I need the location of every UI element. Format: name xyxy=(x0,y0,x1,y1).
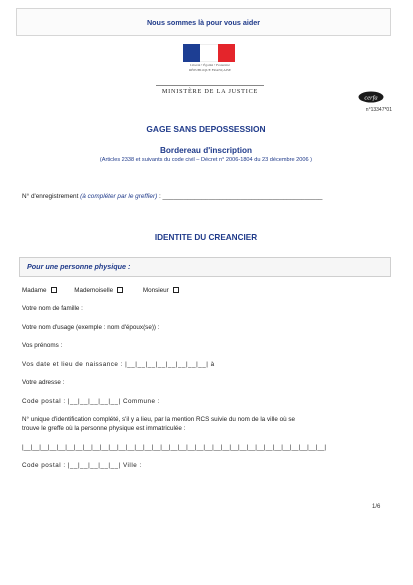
form-title: GAGE SANS DEPOSSESSION xyxy=(146,124,266,134)
physical-person-section xyxy=(19,257,391,277)
first-names-field[interactable]: Vos prénoms : xyxy=(22,342,63,349)
family-name-field[interactable]: Votre nom de famille : xyxy=(22,305,83,312)
id-number-description-2: trouve le greffe où la personne physique est immatriculée : xyxy=(22,425,186,432)
birth-date-place-field[interactable]: Vos date et lieu de naissance : |__|__|__|__|__|__|__|__| à xyxy=(22,361,215,368)
postal-commune-field[interactable]: Code postal : |__|__|__|__|__| Commune : xyxy=(22,398,160,405)
monsieur-label: Monsieur xyxy=(142,287,169,294)
logo-divider xyxy=(156,85,264,86)
legal-reference: (Articles 2338 et suivants du code civil – Décret n° 2006-1804 du 23 décembre 2006 ) xyxy=(99,157,313,163)
ministry-name: MINISTÈRE DE LA JUSTICE xyxy=(161,88,259,95)
cerfa-number: n°13347*01 xyxy=(365,107,392,113)
registration-number-field[interactable] xyxy=(22,193,388,200)
id-number-description: N° unique d'identification complété, s'il y a lieu, par la mention RCS suivie du nom de la ville où se xyxy=(22,416,296,423)
madame-checkbox[interactable] xyxy=(51,287,57,293)
id-number-boxes[interactable]: |__|__|__|__|__|__|__|__|__|__|__|__|__|__|__|__|__|__|__|__|__|__|__|__|__|__|__|__|__|__|__|__|__|__|__| xyxy=(22,444,327,451)
motto-text: Liberté • Égalité • Fraternité xyxy=(190,63,230,67)
mademoiselle-checkbox[interactable] xyxy=(117,287,123,293)
cerfa-logo-text: cerfa xyxy=(364,94,378,102)
french-flag-icon xyxy=(183,44,235,62)
registration-line: : _____________________________________________ xyxy=(157,193,323,200)
registration-label: N° d'enregistrement xyxy=(22,193,81,200)
creditor-identity-heading: IDENTITE DU CREANCIER xyxy=(154,233,258,242)
postal-city-field[interactable]: Code postal : |__|__|__|__|__| Ville : xyxy=(22,462,142,469)
ministry-logo xyxy=(150,44,270,98)
monsieur-checkbox[interactable] xyxy=(173,287,179,293)
mademoiselle-label: Mademoiselle xyxy=(74,287,114,294)
help-banner[interactable] xyxy=(16,8,391,36)
form-subtitle: Bordereau d'inscription xyxy=(159,146,253,155)
republic-text: RÉPUBLIQUE FRANÇAISE xyxy=(188,68,232,72)
usage-name-field[interactable]: Votre nom d'usage (exemple : nom d'époux(se)) : xyxy=(22,324,160,331)
madame-label: Madame xyxy=(22,287,47,294)
registration-hint: (à compléter par le greffier) xyxy=(80,193,158,200)
page-number: 1/6 xyxy=(372,504,381,510)
civility-row xyxy=(22,287,392,294)
address-field[interactable]: Votre adresse : xyxy=(22,379,65,386)
help-banner-text: Nous sommes là pour vous aider xyxy=(146,17,261,27)
section-heading: Pour une personne physique : xyxy=(27,262,131,271)
cerfa-logo xyxy=(358,91,384,103)
